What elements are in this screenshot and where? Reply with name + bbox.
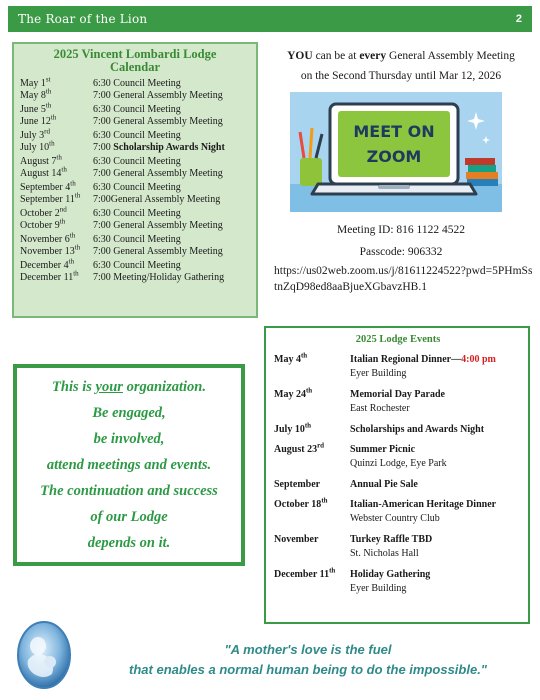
calendar-event: 6:30 Council Meeting xyxy=(93,156,181,167)
page-number: 2 xyxy=(515,13,522,25)
event-row xyxy=(274,533,522,561)
calendar-date: July 3rd xyxy=(20,127,51,141)
calendar-date: May 1st xyxy=(20,75,51,89)
calendar-row xyxy=(20,205,250,220)
calendar-event: 6:30 Council Meeting xyxy=(93,234,181,245)
event-time: 4:00 pm xyxy=(461,354,496,365)
calendar-event: 7:00 General Assembly Meeting xyxy=(93,168,223,179)
calendar-row xyxy=(20,243,250,258)
event-date: May 4th xyxy=(274,351,308,365)
laptop-illustration xyxy=(290,92,502,212)
calendar-date: December 11th xyxy=(20,269,79,283)
calendar-event: 7:00 General Assembly Meeting xyxy=(93,90,223,101)
meet-on-zoom-illustration xyxy=(290,92,502,212)
calendar-title-line1: 2025 Vincent Lombardi Lodge xyxy=(53,47,217,61)
org-line: depends on it. xyxy=(87,535,171,551)
zoom-intro-line2: on the Second Thursday until Mar 12, 2026 xyxy=(300,70,502,82)
calendar-month-may xyxy=(20,75,250,102)
calendar-row xyxy=(20,87,250,102)
event-date: May 24th xyxy=(274,386,313,400)
event-row xyxy=(274,423,522,436)
calendar-date: July 10th xyxy=(20,139,55,153)
event-row xyxy=(274,478,522,491)
calendar-date: December 4th xyxy=(20,257,75,271)
event-name: Scholarships and Awards Night xyxy=(350,424,485,435)
event-name: Italian Regional Dinner—4:00 pm xyxy=(350,354,496,365)
event-location: Quinzi Lodge, Eye Park xyxy=(350,458,447,469)
newsletter-title: The Roar of the Lion xyxy=(18,12,148,26)
screen-text-meet-on: MEET ON xyxy=(353,122,435,141)
mother-and-child-emblem xyxy=(16,620,72,690)
calendar-event: 6:30 Council Meeting xyxy=(93,208,181,219)
calendar-event: 6:30 Council Meeting xyxy=(93,78,181,89)
meeting-credentials xyxy=(268,219,534,263)
event-row xyxy=(274,353,522,381)
calendar-event: 6:30 Council Meeting xyxy=(93,104,181,115)
event-location: Eyer Building xyxy=(350,368,407,379)
calendar-row xyxy=(20,75,250,90)
calendar-row xyxy=(20,165,250,180)
calendar-date: June 5th xyxy=(20,101,52,115)
event-row xyxy=(274,498,522,526)
calendar-event: 7:00 Scholarship Awards Night xyxy=(93,142,225,153)
zoom-meeting-link[interactable]: https://us02web.zoom.us/j/81611224522?pwd=5PHmSstnZqD98ed8aaBjueXGbavzHB.1 xyxy=(274,265,533,293)
calendar-date: August 14th xyxy=(20,165,67,179)
event-row xyxy=(274,443,522,471)
mothers-love-quote xyxy=(80,640,536,680)
calendar-event: 6:30 Council Meeting xyxy=(93,182,181,193)
zoom-intro-line1: YOU can be at every General Assembly Meeting xyxy=(287,50,515,62)
quote-line2: that enables a normal human being to do the impossible." xyxy=(129,662,487,677)
calendar-event: 7:00 General Assembly Meeting xyxy=(93,116,223,127)
event-name: Turkey Raffle TBD xyxy=(350,534,433,545)
event-name: Memorial Day Parade xyxy=(350,389,445,400)
event-location: St. Nicholas Hall xyxy=(350,548,419,559)
calendar-month-october xyxy=(20,205,250,232)
calendar-date: November 13th xyxy=(20,243,81,257)
calendar-month-august xyxy=(20,153,250,180)
org-line: attend meetings and events. xyxy=(46,457,212,473)
calendar-event: 7:00 General Assembly Meeting xyxy=(93,220,223,231)
calendar-month-july xyxy=(20,127,250,154)
calendar-row xyxy=(20,257,250,272)
calendar-row xyxy=(20,269,250,284)
event-date: July 10th xyxy=(274,421,312,435)
event-date: December 11th xyxy=(274,566,336,580)
org-line: of our Lodge xyxy=(90,509,168,525)
calendar-row xyxy=(20,153,250,168)
calendar-event: 7:00 Meeting/Holiday Gathering xyxy=(93,272,225,283)
scholarship-awards-highlight: Scholarship Awards Night xyxy=(113,142,225,153)
calendar-row xyxy=(20,191,250,206)
org-line: be involved, xyxy=(93,431,165,447)
calendar-row xyxy=(20,113,250,128)
lodge-events xyxy=(264,326,530,624)
calendar-event: 6:30 Council Meeting xyxy=(93,130,181,141)
event-name: Italian-American Heritage Dinner xyxy=(350,499,497,510)
org-line: Be engaged, xyxy=(92,405,166,421)
calendar-date: November 6th xyxy=(20,231,76,245)
mother-child-icon xyxy=(16,620,72,690)
quote-line1: "A mother's love is the fuel xyxy=(224,642,392,657)
event-row xyxy=(274,388,522,416)
books-icon xyxy=(465,158,498,186)
calendar-date: October 9th xyxy=(20,217,66,231)
calendar-month-september xyxy=(20,179,250,206)
calendar-title xyxy=(20,48,250,74)
events-title: 2025 Lodge Events xyxy=(355,334,441,345)
lodge-calendar xyxy=(12,42,258,318)
event-row xyxy=(274,568,522,596)
calendar-date: October 2nd xyxy=(20,205,67,219)
calendar-row xyxy=(20,179,250,194)
calendar-month-november xyxy=(20,231,250,258)
event-location: East Rochester xyxy=(350,403,410,414)
event-date: October 18th xyxy=(274,496,328,510)
organization-message xyxy=(13,364,245,566)
event-date: September xyxy=(274,479,321,490)
meeting-passcode: Passcode: 906332 xyxy=(359,246,443,258)
zoom-intro xyxy=(268,46,534,86)
calendar-event: 7:00General Assembly Meeting xyxy=(93,194,221,205)
event-date: August 23rd xyxy=(274,441,325,455)
org-line: This is your organization. xyxy=(52,379,206,395)
event-date: November xyxy=(274,534,319,545)
calendar-event: 6:30 Council Meeting xyxy=(93,260,181,271)
event-location: Webster Country Club xyxy=(350,513,440,524)
calendar-date: August 7th xyxy=(20,153,62,167)
screen-text-zoom: ZOOM xyxy=(366,147,422,166)
calendar-month-june xyxy=(20,101,250,128)
calendar-row xyxy=(20,217,250,232)
calendar-event: 7:00 General Assembly Meeting xyxy=(93,246,223,257)
calendar-title-line2: Calendar xyxy=(110,60,160,74)
event-name: Annual Pie Sale xyxy=(350,479,418,490)
org-line: The continuation and success xyxy=(40,483,218,499)
meeting-id: Meeting ID: 816 1122 4522 xyxy=(337,224,465,236)
calendar-date: June 12th xyxy=(20,113,57,127)
calendar-row xyxy=(20,231,250,246)
calendar-date: September 11th xyxy=(20,191,81,205)
event-name: Summer Picnic xyxy=(350,444,416,455)
header-bar xyxy=(8,6,532,32)
event-name: Holiday Gathering xyxy=(350,569,431,580)
calendar-date: September 4th xyxy=(20,179,76,193)
event-location: Eyer Building xyxy=(350,583,407,594)
calendar-date: May 8th xyxy=(20,87,52,101)
calendar-month-december xyxy=(20,257,250,284)
calendar-row xyxy=(20,139,250,154)
